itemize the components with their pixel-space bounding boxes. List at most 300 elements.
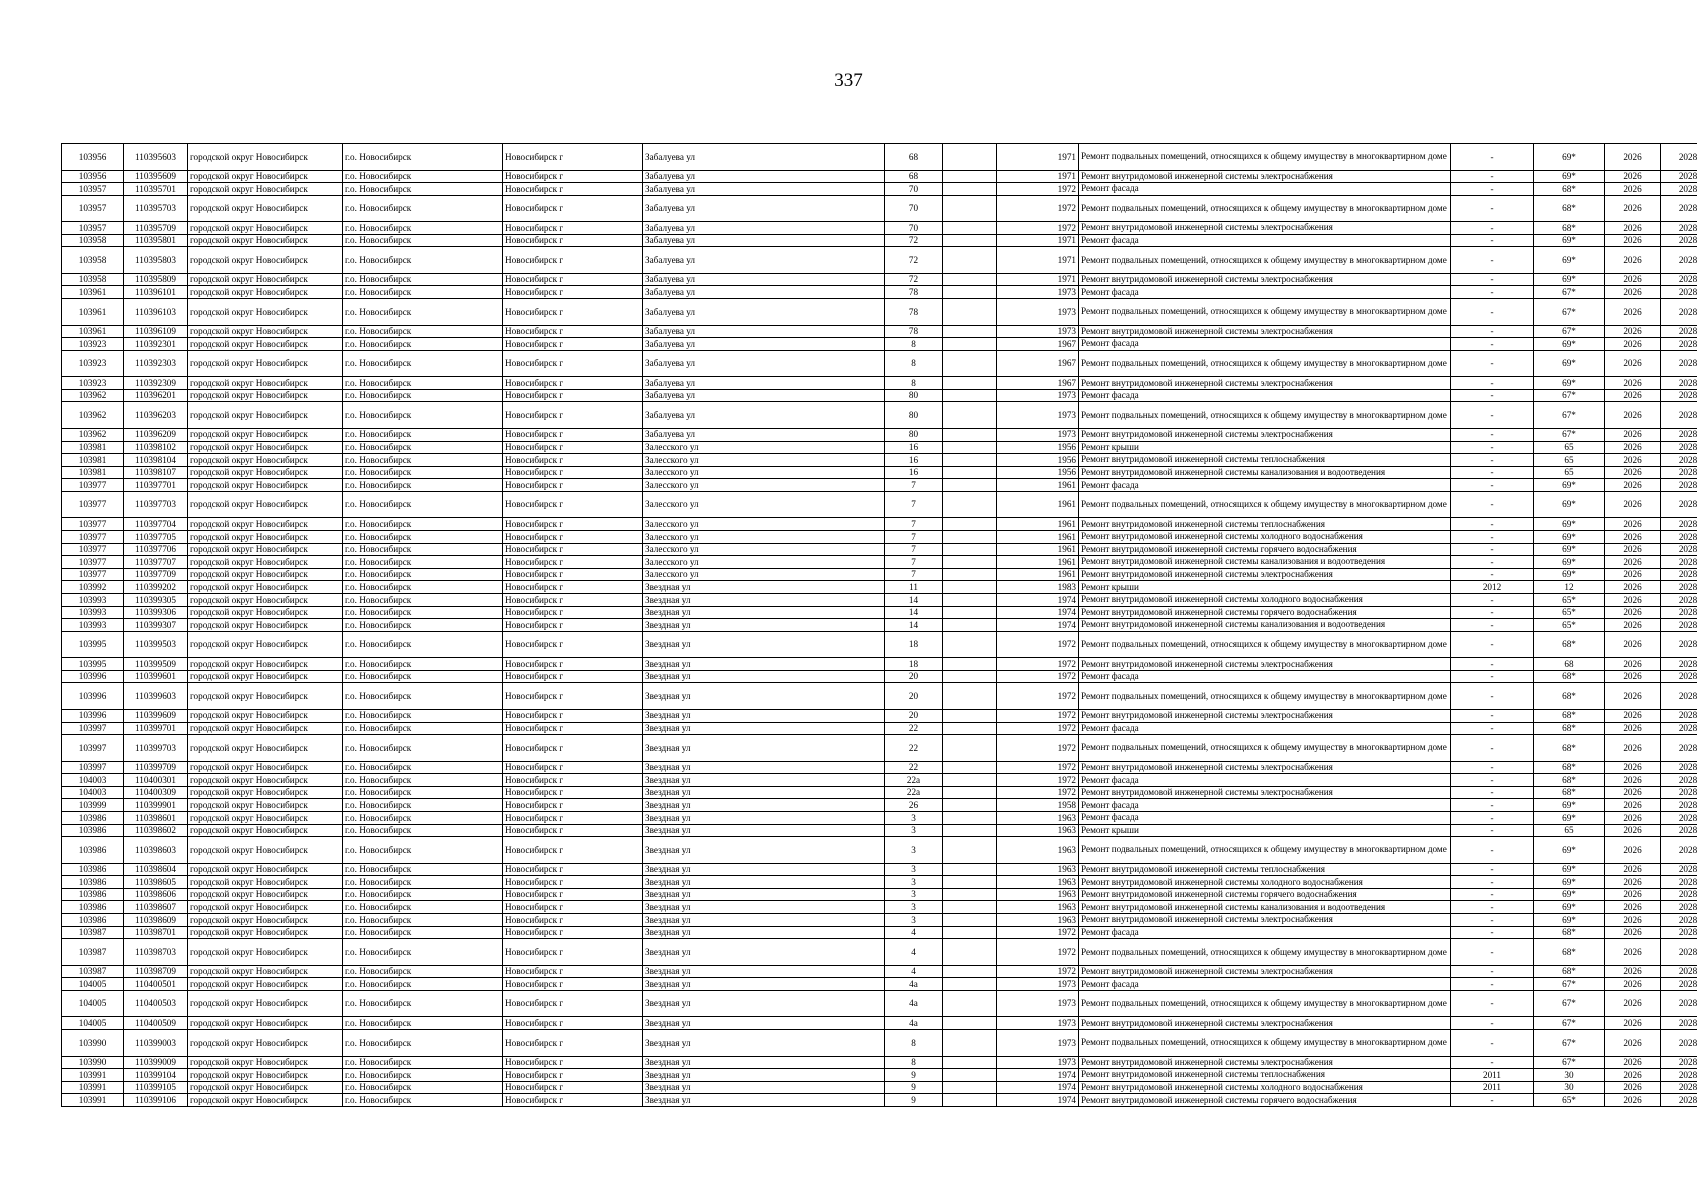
cell-house-id: 103997	[62, 722, 124, 735]
cell-plan-start-year: 2026	[1605, 658, 1661, 671]
cell-building	[943, 1069, 997, 1082]
cell-municipal-district: городской округ Новосибирск	[188, 479, 343, 492]
cell-year-built: 1973	[997, 299, 1079, 326]
cell-work-id: 110398701	[124, 926, 188, 939]
cell-street: Забалуева ул	[643, 144, 885, 171]
cell-plan-start-year: 2026	[1605, 901, 1661, 914]
cell-wear-percent: 69*	[1534, 234, 1605, 247]
cell-building	[943, 299, 997, 326]
cell-street: Звездная ул	[643, 593, 885, 606]
cell-building	[943, 441, 997, 454]
cell-house-number: 70	[885, 222, 943, 235]
cell-building	[943, 273, 997, 286]
cell-wear-percent: 69*	[1534, 350, 1605, 377]
cell-municipal-formation: г.о. Новосибирск	[343, 466, 503, 479]
cell-work-type: Ремонт внутридомовой инженерной системы электроснабжения	[1079, 1017, 1451, 1030]
table-row	[62, 170, 1697, 183]
cell-house-id: 103977	[62, 556, 124, 569]
cell-work-type: Ремонт внутридомовой инженерной системы горячего водоснабжения	[1079, 1094, 1451, 1107]
cell-work-id: 110399601	[124, 670, 188, 683]
cell-municipal-formation: г.о. Новосибирск	[343, 389, 503, 402]
cell-wear-percent: 68*	[1534, 786, 1605, 799]
cell-year-built: 1961	[997, 479, 1079, 492]
cell-street: Забалуева ул	[643, 350, 885, 377]
cell-work-type: Ремонт подвальных помещений, относящихся к общему имуществу в многоквартирном доме	[1079, 247, 1451, 274]
cell-building	[943, 286, 997, 299]
cell-municipal-formation: г.о. Новосибирск	[343, 518, 503, 531]
cell-last-repair-year: -	[1451, 606, 1534, 619]
table-row	[62, 670, 1697, 683]
table-row	[62, 325, 1697, 338]
cell-settlement: Новосибирск г	[503, 479, 643, 492]
table-row	[62, 518, 1697, 531]
cell-municipal-formation: г.о. Новосибирск	[343, 581, 503, 594]
cell-year-built: 1974	[997, 1081, 1079, 1094]
table-row	[62, 377, 1697, 390]
cell-building	[943, 926, 997, 939]
cell-house-id: 103997	[62, 761, 124, 774]
cell-work-id: 110398605	[124, 876, 188, 889]
table-row	[62, 824, 1697, 837]
cell-building	[943, 144, 997, 171]
table-row	[62, 683, 1697, 710]
cell-settlement: Новосибирск г	[503, 389, 643, 402]
table-row	[62, 799, 1697, 812]
cell-building	[943, 543, 997, 556]
table-row	[62, 631, 1697, 658]
cell-plan-start-year: 2026	[1605, 247, 1661, 274]
cell-house-number: 14	[885, 619, 943, 632]
cell-house-number: 14	[885, 606, 943, 619]
cell-building	[943, 863, 997, 876]
cell-work-type: Ремонт подвальных помещений, относящихся к общему имуществу в многоквартирном доме	[1079, 683, 1451, 710]
cell-plan-end-year: 2028	[1661, 863, 1697, 876]
cell-plan-end-year: 2028	[1661, 1056, 1697, 1069]
cell-plan-end-year: 2028	[1661, 1094, 1697, 1107]
cell-house-number: 20	[885, 709, 943, 722]
cell-settlement: Новосибирск г	[503, 965, 643, 978]
cell-work-type: Ремонт внутридомовой инженерной системы канализования и водоотведения	[1079, 556, 1451, 569]
cell-street: Забалуева ул	[643, 195, 885, 222]
cell-plan-end-year: 2028	[1661, 709, 1697, 722]
cell-year-built: 1974	[997, 1094, 1079, 1107]
table-row	[62, 606, 1697, 619]
cell-work-type: Ремонт фасада	[1079, 338, 1451, 351]
cell-municipal-formation: г.о. Новосибирск	[343, 531, 503, 544]
cell-wear-percent: 30	[1534, 1069, 1605, 1082]
cell-settlement: Новосибирск г	[503, 1069, 643, 1082]
cell-house-id: 103956	[62, 144, 124, 171]
cell-last-repair-year: -	[1451, 1017, 1534, 1030]
cell-house-id: 103956	[62, 170, 124, 183]
cell-plan-end-year: 2028	[1661, 1069, 1697, 1082]
cell-last-repair-year: -	[1451, 709, 1534, 722]
cell-municipal-district: городской округ Новосибирск	[188, 990, 343, 1017]
cell-plan-start-year: 2026	[1605, 978, 1661, 991]
cell-wear-percent: 69*	[1534, 543, 1605, 556]
cell-work-type: Ремонт внутридомовой инженерной системы холодного водоснабжения	[1079, 1081, 1451, 1094]
cell-settlement: Новосибирск г	[503, 901, 643, 914]
cell-settlement: Новосибирск г	[503, 888, 643, 901]
cell-municipal-district: городской округ Новосибирск	[188, 234, 343, 247]
cell-house-number: 7	[885, 543, 943, 556]
cell-building	[943, 170, 997, 183]
cell-building	[943, 222, 997, 235]
cell-street: Звездная ул	[643, 914, 885, 927]
cell-house-id: 103961	[62, 299, 124, 326]
cell-house-number: 70	[885, 183, 943, 196]
table-row	[62, 901, 1697, 914]
cell-plan-start-year: 2026	[1605, 863, 1661, 876]
cell-work-type: Ремонт внутридомовой инженерной системы теплоснабжения	[1079, 454, 1451, 467]
cell-plan-start-year: 2026	[1605, 631, 1661, 658]
cell-wear-percent: 69*	[1534, 491, 1605, 518]
table-row	[62, 1017, 1697, 1030]
cell-plan-end-year: 2028	[1661, 195, 1697, 222]
cell-year-built: 1972	[997, 774, 1079, 787]
cell-plan-end-year: 2028	[1661, 837, 1697, 864]
table-row	[62, 1030, 1697, 1057]
cell-house-id: 103962	[62, 402, 124, 429]
cell-building	[943, 402, 997, 429]
table-row	[62, 428, 1697, 441]
cell-plan-start-year: 2026	[1605, 428, 1661, 441]
cell-wear-percent: 69*	[1534, 812, 1605, 825]
cell-municipal-formation: г.о. Новосибирск	[343, 901, 503, 914]
table-row	[62, 709, 1697, 722]
cell-year-built: 1961	[997, 556, 1079, 569]
cell-work-type: Ремонт внутридомовой инженерной системы теплоснабжения	[1079, 863, 1451, 876]
cell-year-built: 1956	[997, 454, 1079, 467]
cell-last-repair-year: -	[1451, 888, 1534, 901]
cell-plan-start-year: 2026	[1605, 619, 1661, 632]
table-row	[62, 222, 1697, 235]
cell-house-number: 14	[885, 593, 943, 606]
cell-year-built: 1973	[997, 325, 1079, 338]
cell-settlement: Новосибирск г	[503, 990, 643, 1017]
cell-plan-end-year: 2028	[1661, 914, 1697, 927]
cell-municipal-district: городской округ Новосибирск	[188, 170, 343, 183]
cell-work-type: Ремонт внутридомовой инженерной системы горячего водоснабжения	[1079, 888, 1451, 901]
cell-municipal-district: городской округ Новосибирск	[188, 786, 343, 799]
cell-year-built: 1963	[997, 901, 1079, 914]
cell-wear-percent: 69*	[1534, 518, 1605, 531]
cell-work-type: Ремонт крыши	[1079, 824, 1451, 837]
cell-house-id: 103995	[62, 658, 124, 671]
table-row	[62, 735, 1697, 762]
cell-building	[943, 428, 997, 441]
table-row	[62, 1056, 1697, 1069]
cell-wear-percent: 68*	[1534, 926, 1605, 939]
cell-year-built: 1963	[997, 876, 1079, 889]
cell-house-id: 103981	[62, 454, 124, 467]
cell-work-type: Ремонт фасада	[1079, 799, 1451, 812]
cell-wear-percent: 65	[1534, 441, 1605, 454]
cell-wear-percent: 69*	[1534, 914, 1605, 927]
cell-wear-percent: 68*	[1534, 965, 1605, 978]
cell-street: Залесского ул	[643, 543, 885, 556]
cell-settlement: Новосибирск г	[503, 606, 643, 619]
cell-year-built: 1967	[997, 350, 1079, 377]
cell-year-built: 1972	[997, 631, 1079, 658]
cell-last-repair-year: -	[1451, 824, 1534, 837]
cell-plan-start-year: 2026	[1605, 876, 1661, 889]
cell-last-repair-year: -	[1451, 234, 1534, 247]
table-row	[62, 774, 1697, 787]
cell-work-id: 110398709	[124, 965, 188, 978]
table-row	[62, 593, 1697, 606]
cell-plan-end-year: 2028	[1661, 735, 1697, 762]
cell-building	[943, 888, 997, 901]
cell-last-repair-year: -	[1451, 568, 1534, 581]
cell-municipal-district: городской округ Новосибирск	[188, 491, 343, 518]
table-row	[62, 978, 1697, 991]
cell-plan-start-year: 2026	[1605, 581, 1661, 594]
cell-last-repair-year: -	[1451, 286, 1534, 299]
cell-settlement: Новосибирск г	[503, 234, 643, 247]
cell-house-number: 18	[885, 631, 943, 658]
cell-last-repair-year: -	[1451, 222, 1534, 235]
cell-municipal-district: городской округ Новосибирск	[188, 722, 343, 735]
cell-house-id: 103986	[62, 888, 124, 901]
cell-street: Звездная ул	[643, 761, 885, 774]
cell-plan-end-year: 2028	[1661, 170, 1697, 183]
cell-plan-start-year: 2026	[1605, 990, 1661, 1017]
table-row	[62, 531, 1697, 544]
cell-work-type: Ремонт внутридомовой инженерной системы горячего водоснабжения	[1079, 606, 1451, 619]
cell-plan-end-year: 2028	[1661, 799, 1697, 812]
cell-last-repair-year: 2011	[1451, 1081, 1534, 1094]
cell-house-id: 103993	[62, 619, 124, 632]
cell-work-type: Ремонт крыши	[1079, 581, 1451, 594]
table-row	[62, 722, 1697, 735]
cell-settlement: Новосибирск г	[503, 338, 643, 351]
cell-work-type: Ремонт внутридомовой инженерной системы электроснабжения	[1079, 709, 1451, 722]
cell-house-number: 8	[885, 1030, 943, 1057]
cell-year-built: 1973	[997, 990, 1079, 1017]
cell-street: Звездная ул	[643, 774, 885, 787]
cell-work-type: Ремонт внутридомовой инженерной системы электроснабжения	[1079, 325, 1451, 338]
cell-settlement: Новосибирск г	[503, 183, 643, 196]
table-row	[62, 402, 1697, 429]
cell-wear-percent: 69*	[1534, 531, 1605, 544]
cell-municipal-formation: г.о. Новосибирск	[343, 1094, 503, 1107]
table-row	[62, 350, 1697, 377]
cell-last-repair-year: -	[1451, 428, 1534, 441]
cell-wear-percent: 68*	[1534, 631, 1605, 658]
cell-house-id: 103987	[62, 926, 124, 939]
table-row	[62, 658, 1697, 671]
cell-wear-percent: 68*	[1534, 683, 1605, 710]
cell-municipal-district: городской округ Новосибирск	[188, 824, 343, 837]
cell-year-built: 1961	[997, 531, 1079, 544]
cell-last-repair-year: -	[1451, 466, 1534, 479]
cell-plan-start-year: 2026	[1605, 441, 1661, 454]
cell-house-number: 4а	[885, 990, 943, 1017]
cell-work-id: 110399901	[124, 799, 188, 812]
cell-work-id: 110398609	[124, 914, 188, 927]
cell-last-repair-year: -	[1451, 1094, 1534, 1107]
cell-wear-percent: 65*	[1534, 619, 1605, 632]
cell-house-number: 8	[885, 350, 943, 377]
cell-year-built: 1973	[997, 402, 1079, 429]
cell-building	[943, 978, 997, 991]
cell-house-number: 80	[885, 389, 943, 402]
cell-building	[943, 709, 997, 722]
cell-plan-start-year: 2026	[1605, 325, 1661, 338]
cell-street: Звездная ул	[643, 837, 885, 864]
cell-building	[943, 454, 997, 467]
cell-street: Звездная ул	[643, 965, 885, 978]
cell-street: Забалуева ул	[643, 222, 885, 235]
table-row	[62, 299, 1697, 326]
cell-street: Забалуева ул	[643, 402, 885, 429]
cell-work-id: 110399503	[124, 631, 188, 658]
cell-house-number: 3	[885, 812, 943, 825]
cell-street: Звездная ул	[643, 786, 885, 799]
cell-plan-start-year: 2026	[1605, 454, 1661, 467]
cell-wear-percent: 68*	[1534, 722, 1605, 735]
cell-work-id: 110392301	[124, 338, 188, 351]
cell-plan-end-year: 2028	[1661, 888, 1697, 901]
cell-municipal-district: городской округ Новосибирск	[188, 247, 343, 274]
cell-settlement: Новосибирск г	[503, 581, 643, 594]
cell-plan-start-year: 2026	[1605, 1017, 1661, 1030]
cell-wear-percent: 69*	[1534, 901, 1605, 914]
cell-plan-start-year: 2026	[1605, 709, 1661, 722]
cell-plan-start-year: 2026	[1605, 338, 1661, 351]
cell-wear-percent: 65	[1534, 824, 1605, 837]
cell-house-number: 7	[885, 479, 943, 492]
cell-plan-end-year: 2028	[1661, 299, 1697, 326]
cell-building	[943, 479, 997, 492]
cell-plan-end-year: 2028	[1661, 876, 1697, 889]
cell-year-built: 1963	[997, 888, 1079, 901]
cell-building	[943, 658, 997, 671]
cell-last-repair-year: -	[1451, 837, 1534, 864]
cell-work-type: Ремонт фасада	[1079, 234, 1451, 247]
cell-house-number: 78	[885, 325, 943, 338]
cell-municipal-formation: г.о. Новосибирск	[343, 888, 503, 901]
cell-work-type: Ремонт фасада	[1079, 774, 1451, 787]
cell-house-number: 22	[885, 722, 943, 735]
cell-municipal-formation: г.о. Новосибирск	[343, 619, 503, 632]
cell-work-id: 110400509	[124, 1017, 188, 1030]
cell-municipal-district: городской округ Новосибирск	[188, 325, 343, 338]
cell-house-id: 103995	[62, 631, 124, 658]
cell-municipal-formation: г.о. Новосибирск	[343, 914, 503, 927]
cell-last-repair-year: -	[1451, 350, 1534, 377]
cell-plan-start-year: 2026	[1605, 389, 1661, 402]
cell-last-repair-year: 2011	[1451, 1069, 1534, 1082]
table-row	[62, 837, 1697, 864]
cell-street: Звездная ул	[643, 901, 885, 914]
cell-work-id: 110399003	[124, 1030, 188, 1057]
cell-year-built: 1961	[997, 491, 1079, 518]
cell-last-repair-year: -	[1451, 799, 1534, 812]
cell-building	[943, 518, 997, 531]
cell-wear-percent: 65	[1534, 466, 1605, 479]
cell-work-id: 110398107	[124, 466, 188, 479]
cell-house-number: 78	[885, 286, 943, 299]
cell-year-built: 1972	[997, 658, 1079, 671]
cell-plan-end-year: 2028	[1661, 531, 1697, 544]
cell-house-number: 3	[885, 863, 943, 876]
cell-settlement: Новосибирск г	[503, 195, 643, 222]
cell-plan-start-year: 2026	[1605, 195, 1661, 222]
cell-plan-end-year: 2028	[1661, 428, 1697, 441]
table-row	[62, 338, 1697, 351]
cell-house-number: 3	[885, 824, 943, 837]
cell-wear-percent: 69*	[1534, 170, 1605, 183]
cell-municipal-district: городской округ Новосибирск	[188, 914, 343, 927]
cell-wear-percent: 69*	[1534, 479, 1605, 492]
cell-settlement: Новосибирск г	[503, 543, 643, 556]
cell-street: Звездная ул	[643, 1081, 885, 1094]
cell-municipal-district: городской округ Новосибирск	[188, 581, 343, 594]
cell-house-number: 68	[885, 170, 943, 183]
cell-municipal-formation: г.о. Новосибирск	[343, 876, 503, 889]
cell-settlement: Новосибирск г	[503, 939, 643, 966]
cell-house-id: 104003	[62, 786, 124, 799]
cell-work-type: Ремонт фасада	[1079, 722, 1451, 735]
cell-year-built: 1963	[997, 824, 1079, 837]
cell-plan-end-year: 2028	[1661, 543, 1697, 556]
cell-municipal-formation: г.о. Новосибирск	[343, 402, 503, 429]
cell-street: Звездная ул	[643, 939, 885, 966]
cell-municipal-formation: г.о. Новосибирск	[343, 195, 503, 222]
cell-street: Звездная ул	[643, 631, 885, 658]
cell-work-type: Ремонт внутридомовой инженерной системы электроснабжения	[1079, 568, 1451, 581]
table-row	[62, 247, 1697, 274]
cell-house-id: 104003	[62, 774, 124, 787]
cell-work-id: 110392303	[124, 350, 188, 377]
cell-street: Залесского ул	[643, 531, 885, 544]
cell-work-type: Ремонт внутридомовой инженерной системы холодного водоснабжения	[1079, 876, 1451, 889]
cell-wear-percent: 68*	[1534, 774, 1605, 787]
cell-plan-start-year: 2026	[1605, 735, 1661, 762]
cell-plan-end-year: 2028	[1661, 965, 1697, 978]
cell-municipal-formation: г.о. Новосибирск	[343, 774, 503, 787]
table-row	[62, 786, 1697, 799]
cell-year-built: 1956	[997, 466, 1079, 479]
cell-last-repair-year: -	[1451, 144, 1534, 171]
cell-street: Звездная ул	[643, 606, 885, 619]
cell-building	[943, 466, 997, 479]
cell-municipal-district: городской округ Новосибирск	[188, 428, 343, 441]
cell-municipal-district: городской округ Новосибирск	[188, 901, 343, 914]
cell-year-built: 1967	[997, 338, 1079, 351]
cell-house-id: 103987	[62, 939, 124, 966]
cell-wear-percent: 69*	[1534, 837, 1605, 864]
cell-house-id: 103958	[62, 247, 124, 274]
cell-municipal-formation: г.о. Новосибирск	[343, 978, 503, 991]
cell-building	[943, 377, 997, 390]
cell-year-built: 1974	[997, 1069, 1079, 1082]
cell-street: Звездная ул	[643, 990, 885, 1017]
cell-municipal-district: городской округ Новосибирск	[188, 774, 343, 787]
cell-settlement: Новосибирск г	[503, 1030, 643, 1057]
cell-work-type: Ремонт подвальных помещений, относящихся к общему имуществу в многоквартирном доме	[1079, 299, 1451, 326]
cell-building	[943, 901, 997, 914]
cell-year-built: 1963	[997, 812, 1079, 825]
cell-last-repair-year: -	[1451, 338, 1534, 351]
cell-work-type: Ремонт подвальных помещений, относящихся к общему имуществу в многоквартирном доме	[1079, 939, 1451, 966]
cell-settlement: Новосибирск г	[503, 247, 643, 274]
cell-house-id: 103987	[62, 965, 124, 978]
cell-street: Залесского ул	[643, 568, 885, 581]
cell-house-number: 72	[885, 247, 943, 274]
